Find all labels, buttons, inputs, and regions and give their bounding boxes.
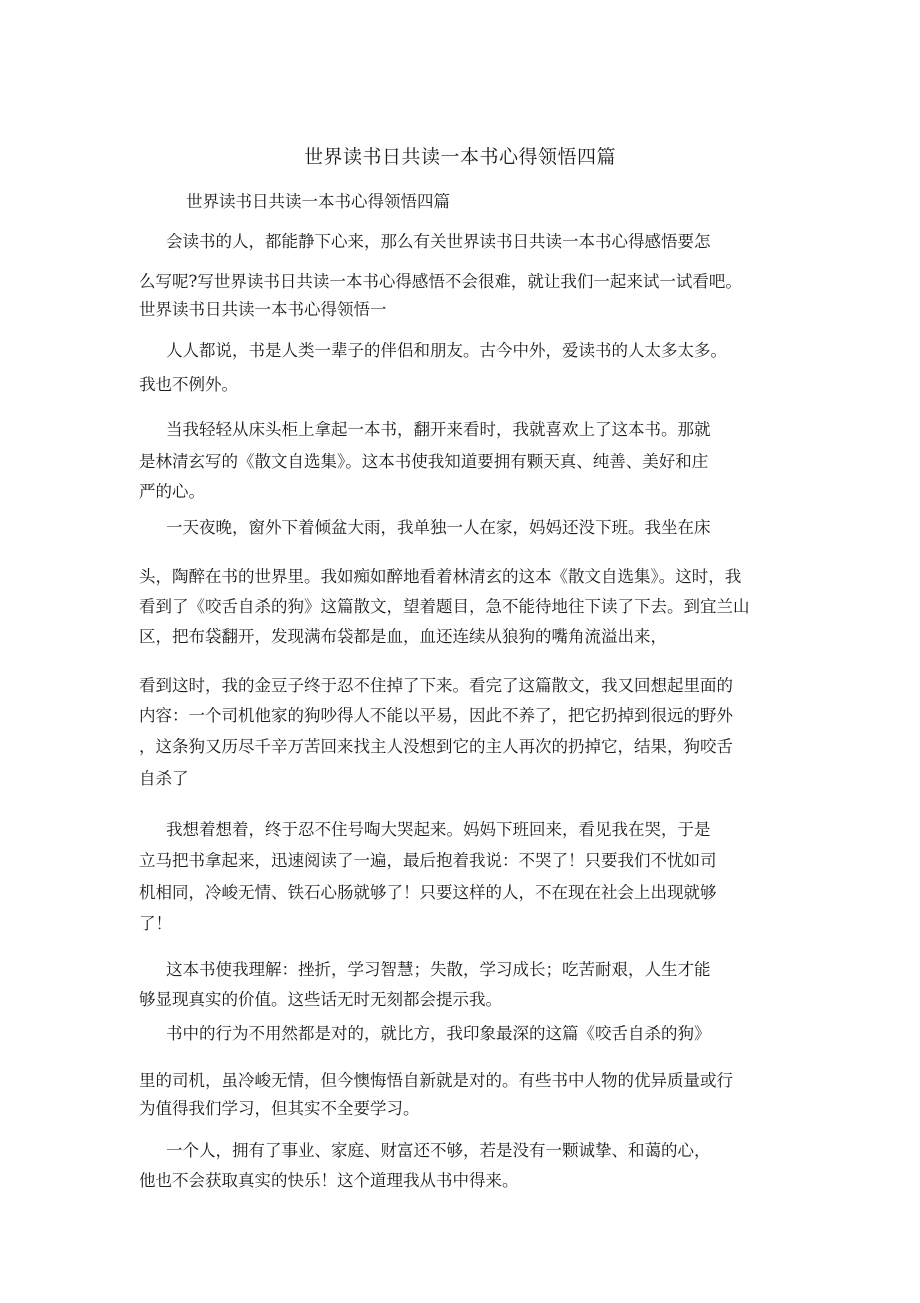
paragraph-line: 够显现真实的价值。这些话无时无刻都会提示我。 bbox=[139, 990, 502, 1009]
paragraph-line: 严的心。 bbox=[139, 482, 205, 501]
intro-line: 么写呢?写世界读书日共读一本书心得感悟不会很难，就让我们一起来试一试看吧。 bbox=[139, 272, 742, 291]
paragraph-line: 立马把书拿起来，迅速阅读了一遍，最后抱着我说：不哭了！只要我们不忧如司 bbox=[139, 851, 717, 870]
paragraph-line: 当我轻轻从床头柜上拿起一本书，翻开来看时，我就喜欢上了这本书。那就 bbox=[166, 420, 711, 439]
paragraph-line: 头，陶醉在书的世界里。我如痴如醉地看着林清玄的这本《散文自选集》。这时，我 bbox=[139, 567, 742, 586]
document-title: 世界读书日共读一本书心得领悟四篇 bbox=[303, 146, 616, 168]
paragraph-line: 这本书使我理解：挫折，学习智慧；失散，学习成长；吃苦耐艰，人生才能 bbox=[166, 960, 711, 979]
intro-line: 会读书的人，都能静下心来，那么有关世界读书日共读一本书心得感悟要怎 bbox=[166, 232, 711, 251]
paragraph-line: 他也不会获取真实的快乐！这个道理我从书中得来。 bbox=[139, 1171, 519, 1190]
paragraph-line: 机相同，冷峻无情、铁石心肠就够了！只要这样的人，不在现在社会上出现就够 bbox=[139, 883, 717, 902]
paragraph-line: 自杀了 bbox=[139, 769, 189, 788]
paragraph-line: 是林清玄写的《散文自选集》。这本书使我知道要拥有颗天真、纯善、美好和庄 bbox=[139, 452, 709, 471]
paragraph-line: 为值得我们学习，但其实不全要学习。 bbox=[139, 1099, 420, 1118]
paragraph-line: 看到这时，我的金豆子终于忍不住掉了下来。看完了这篇散文，我又回想起里面的 bbox=[139, 676, 733, 695]
paragraph-line: 一天夜晚，窗外下着倾盆大雨，我单独一人在家，妈妈还没下班。我坐在床 bbox=[166, 518, 711, 537]
paragraph-line: 我想着想着，终于忍不住号啕大哭起来。妈妈下班回来，看见我在哭，于是 bbox=[166, 820, 711, 839]
paragraph-line: 区，把布袋翻开，发现满布袋都是血，血还连续从狼狗的嘴角流溢出来， bbox=[139, 627, 667, 646]
paragraph-line: 内容：一个司机他家的狗吵得人不能以平易，因此不养了，把它扔掉到很远的野外 bbox=[139, 706, 733, 725]
paragraph-line: 书中的行为不用然都是对的，就比方，我印象最深的这篇《咬舌自杀的狗》 bbox=[166, 1024, 711, 1043]
document-subtitle: 世界读书日共读一本书心得领悟四篇 bbox=[186, 192, 450, 211]
section-heading: 世界读书日共读一本书心得领悟一 bbox=[139, 300, 387, 319]
paragraph-line: 一个人，拥有了事业、家庭、财富还不够，若是没有一颗诚挚、和蔼的心， bbox=[166, 1141, 711, 1160]
paragraph-line: 看到了《咬舌自杀的狗》这篇散文，望着题目，急不能待地往下读了下去。到宜兰山 bbox=[139, 597, 750, 616]
paragraph-line: 我也不例外。 bbox=[139, 375, 238, 394]
paragraph-line: ，这条狗又历尽千辛万苦回来找主人没想到它的主人再次的扔掉它，结果，狗咬舌 bbox=[139, 737, 733, 756]
paragraph-line: 了！ bbox=[139, 914, 172, 933]
paragraph-line: 人人都说，书是人类一辈子的伴侣和朋友。古今中外，爱读书的人太多太多。 bbox=[166, 341, 727, 360]
paragraph-line: 里的司机，虽冷峻无情，但今懊悔悟自新就是对的。有些书中人物的优异质量或行 bbox=[139, 1071, 733, 1090]
